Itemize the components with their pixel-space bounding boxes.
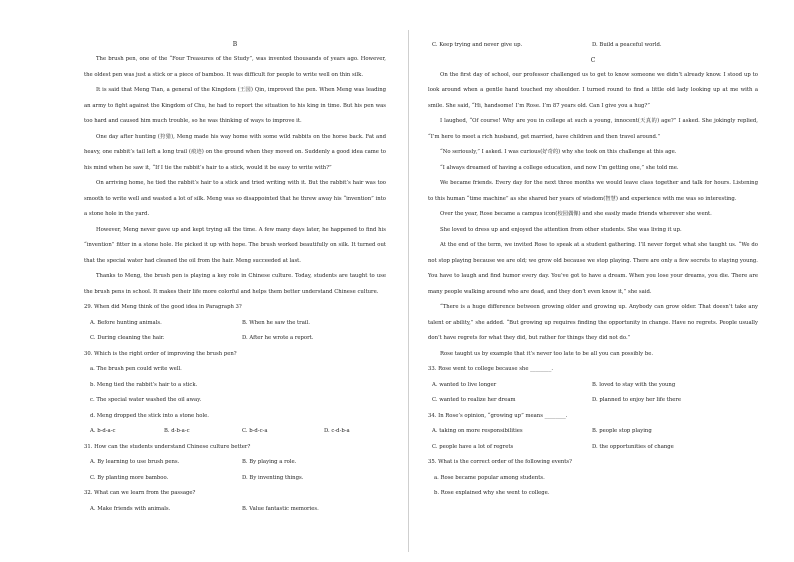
options-row: [84, 424, 386, 440]
paragraph: I laughed, “Of course! Why are you in college at such a young, innocent(天真的) age?” I asked. She jokingly replied, “I’m here to meet a rich husband, get married, have children and then travel around.”: [428, 118, 758, 140]
options-row: [84, 455, 386, 471]
option-a: A. wanted to live longer: [432, 381, 497, 388]
option-c: C. During cleaning the hair.: [90, 335, 165, 341]
options-row: [428, 378, 758, 394]
option-b: B. Value fantastic memories.: [242, 505, 319, 512]
paragraph: At the end of the term, we invited Rose to speak at a student gathering. I’ll never forget what she taught us. “We do not stop playing because we are old; we grow old because we stop playing. There are only a few secrets to staying young. You have to laugh and find humor every day. You’ve got to have a dream. When you lose your dreams, you die. There are many people walking around who are dead, and they don’t even know it,” she said.: [428, 242, 758, 295]
question-30: 30. Which is the right order of improving the brush pen?: [84, 350, 237, 357]
paragraph: We became friends. Every day for the next three months we would leave class together and talk for hours. Listening to this human “time machine” as she shared her years of wisdom(智慧) and experience with me was so interesting.: [428, 180, 758, 202]
options-row: [84, 471, 386, 487]
right-column: [428, 38, 758, 502]
paragraph: On arriving home, he tied the rabbit’s hair to a stick and tried writing with it. But the rabbit’s hair was too smooth to write well and wasted a lot of silk. Meng was so disappointed that he threw away his “invention” into a stone hole in the yard.: [84, 180, 386, 217]
question-31: 31. How can the students understand Chinese culture better?: [84, 443, 251, 450]
question-32: 32. What can we learn from the passage?: [84, 490, 196, 496]
step-a: a. Rose became popular among students.: [434, 474, 545, 481]
question-29: 29. When did Meng think of the good idea in Paragraph 3?: [84, 304, 242, 310]
paragraph: However, Meng never gave up and kept trying all the time. A few many days later, he happened to find his “invention” fitter in a stone hole. He picked it up with hope. The brush worked beautifully on silk. It turned out that the special water had cleaned the oil from the hair. Meng succeeded at last.: [84, 226, 386, 264]
option-a: A. Before hunting animals.: [90, 319, 162, 326]
paragraph: She loved to dress up and enjoyed the attention from other students. She was living it up.: [440, 226, 682, 233]
option-d: D. planned to enjoy her life there: [592, 397, 682, 403]
options-row: [428, 440, 758, 456]
option-d: D. the opportunities of change: [592, 443, 674, 450]
column-divider: [408, 30, 409, 552]
step-b: b. Meng tied the rabbit’s hair to a stick.: [90, 381, 198, 388]
paragraph: “No seriously,” I asked. I was curious(好奇的) why she took on this challenge at this age.: [440, 149, 677, 155]
option-d: D. Build a peaceful world.: [592, 42, 662, 48]
paragraph: The brush pen, one of the “Four Treasures of the Study”, was invented thousands of years ago. However, the oldest pen was just a stick or a piece of bamboo. It was difficult for people to write well on thin silk.: [84, 56, 386, 78]
step-c: c. The special water washed the oil away.: [90, 397, 202, 403]
option-b: B. d-b-a-c: [164, 428, 190, 434]
option-b: B. loved to stay with the young: [592, 381, 676, 388]
paragraph: Thanks to Meng, the brush pen is playing a key role in Chinese culture. Today, students are taught to use the brush pens in school. It makes their life more colorful and helps them better understand Chinese culture.: [84, 273, 386, 295]
option-c: C. people have a lot of regrets: [432, 443, 514, 450]
question-35: 35. What is the correct order of the following events?: [428, 459, 572, 465]
paragraph: It is said that Meng Tian, a general of the Kingdom (王国) Qin, improved the pen. When Meng was leading an army to fight against the Kingdom of Chu, he had to report the situation to his king in time. But his pen was too hard and caused him much trouble, so he was thinking of ways to improve it.: [84, 87, 386, 124]
step-b: b. Rose explained why she went to college.: [434, 490, 550, 496]
option-a: A. By learning to use brush pens.: [90, 459, 180, 465]
paragraph: “I always dreamed of having a college education, and now I’m getting one,” she told me.: [440, 164, 679, 171]
option-a: A. b-d-a-c: [90, 428, 116, 434]
step-a: a. The brush pen could write well.: [90, 366, 182, 372]
section-title-c: C: [590, 56, 596, 64]
paragraph: Rose taught us by example that it’s never too late to be all you can possibly be.: [440, 350, 654, 357]
option-a: A. Make friends with animals.: [90, 505, 171, 512]
option-c: C. b-d-c-a: [242, 428, 268, 434]
options-row: [84, 316, 386, 332]
option-d: D. By inventing things.: [242, 474, 304, 481]
options-row: [84, 331, 386, 347]
left-column: [84, 38, 386, 517]
paragraph: Over the year, Rose became a campus icon(校园偶像) and she easily made friends wherever she went.: [440, 211, 712, 217]
options-row: [84, 502, 386, 518]
paragraph: On the first day of school, our professor challenged us to get to know someone we didn’t already know. I stood up to look around when a gentle hand touched my shoulder. I turned round to find a little old lady looking up at me with a smile. She said, “Hi, handsome! I’m Rose. I’m 87 years old. Can I give you a hug?”: [428, 71, 758, 109]
question-33: 33. Rose went to college because she ________.: [428, 366, 554, 372]
option-c: C. wanted to realize her dream: [432, 397, 516, 403]
option-b: B. When he saw the trail.: [242, 319, 310, 326]
step-d: d. Meng dropped the stick into a stone hole.: [90, 412, 209, 419]
options-row: [428, 38, 758, 54]
option-b: B. By playing a role.: [242, 459, 297, 465]
paragraph: One day after hunting (狩猎), Meng made his way home with some wild rabbits on the horse back. Fat and heavy, one rabbit’s tail left a long trail (痕迹) on the ground when they moved on. Suddenly a good idea came to his mind when he saw it, “If I tie the rabbit’s hair to a stick, would it be easy to write with?”: [84, 133, 386, 171]
question-34: 34. In Rose’s opinion, “growing up” means ________.: [428, 412, 568, 419]
option-a: A. taking on more responsibilities: [432, 428, 523, 434]
option-c: C. By planting more bamboo.: [90, 474, 169, 481]
options-row: [428, 424, 758, 440]
option-c: C. Keep trying and never give up.: [432, 42, 523, 48]
options-row: [428, 393, 758, 409]
option-d: D. c-d-b-a: [324, 428, 350, 434]
paragraph: “There is a huge difference between growing older and growing up. Anybody can grow older. That doesn’t take any talent or ability,” she added. “But growing up requires finding the opportunity in change. Have no regrets. People usually don’t have regrets for what they did, but rather for things they did not do.”: [428, 304, 758, 341]
section-title-b: B: [232, 41, 238, 48]
option-d: D. After he wrote a report.: [242, 335, 314, 341]
option-b: B. people stop playing: [592, 428, 652, 434]
